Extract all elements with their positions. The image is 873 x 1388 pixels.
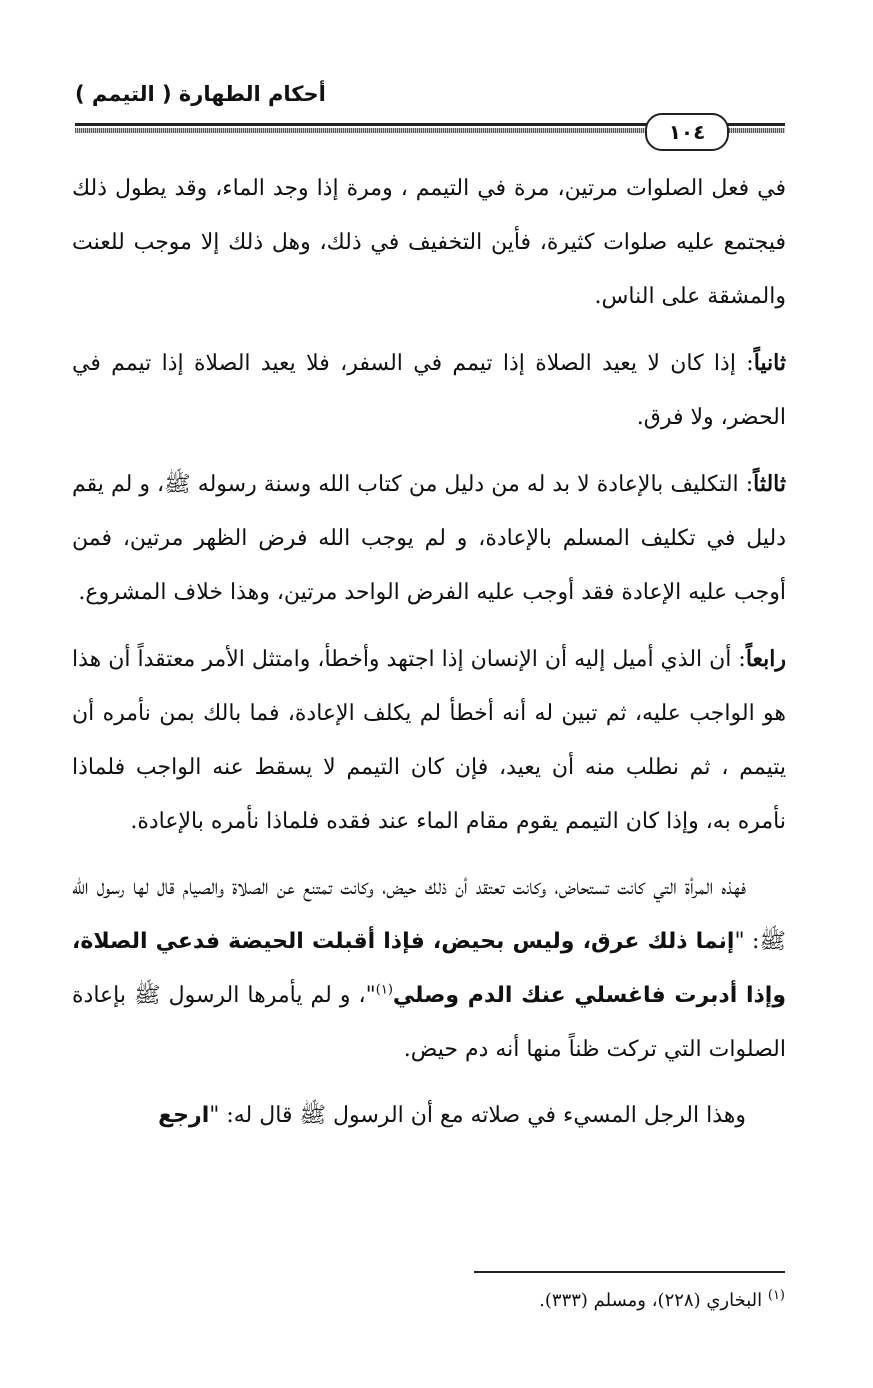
paragraph-4 [72,632,786,849]
main-text [72,162,786,1143]
footnote-1 [539,1290,785,1311]
running-header-title: أحكام الطهارة ( التيمم ) [75,82,326,106]
paragraph-3 [72,457,786,620]
paragraph-6-intro: وهذا الرجل المسيء في صلاته مع أن الرسول ﷺ قال له: " [209,1103,746,1128]
paragraph-2 [72,336,786,445]
paragraph-5-hadith: إنما ذلك عرق، وليس بحيض، فإذا أقبلت الحيضة فدعي الصلاة، وإذا أدبرت فاغسلي عنك الدم وصلي [72,929,786,1008]
paragraph-5-intro: فهذه المرأة التي كانت تستحاض، وكانت تعتقد أن ذلك حيض، وكانت تمتنع عن الصلاة والصيام قال لها رسول الله ﷺ: " [72,875,786,954]
paragraph-6 [72,1089,786,1143]
paragraph-4-lead: رابعاً [745,646,786,672]
paragraph-3-text: : التكليف بالإعادة لا بد له من دليل من كتاب الله وسنة رسوله ﷺ، و لم يقم دليل في تكليف المسلم بالإعادة، و لم يوجب الله فرض الظهر مرتين، فمن أوجب عليه الإعادة فقد أوجب عليه الفرض الواحد مرتين، وهذا خلاف المشروع. [72,472,786,605]
paragraph-5 [72,861,786,1077]
paragraph-3-lead: ثالثاً [753,471,786,497]
paragraph-2-lead: ثانياً [753,350,786,376]
paragraph-4-text: : أن الذي أميل إليه أن الإنسان إذا اجتهد وأخطأ، وامتثل الأمر معتقداً أن هذا هو الواجب عليه، ثم تبين له أنه أخطأ لم يكلف الإعادة، فما بالك بمن نأمره أن يتيمم ، ثم نطلب منه أن يعيد، فإن كان التيمم لا يسقط عنه الواجب فلماذا نأمره به، وإذا كان التيمم يقوم مقام الماء عند فقده فلماذا نأمره بالإعادة. [72,647,786,834]
paragraph-1-text: في فعل الصلوات مرتين، مرة في التيمم ، ومرة إذا وجد الماء، وقد يطول ذلك فيجتمع عليه صلوات كثيرة، فأين التخفيف في ذلك، وهل ذلك إلا موجب للعنت والمشقة على الناس. [72,176,786,309]
paragraph-5-text: "، و لم يأمرها الرسول ﷺ بإعادة الصلوات التي تركت ظناً منها أنه دم حيض. [72,983,786,1062]
footnote-reference-1[interactable]: (١) [375,982,393,998]
paragraph-2-text: : إذا كان لا يعيد الصلاة إذا تيمم في السفر، فلا يعيد الصلاة إذا تيمم في الحضر، ولا فرق. [72,351,786,430]
footnote-1-text: البخاري (٢٢٨)، ومسلم (٣٣٣). [539,1290,763,1311]
page-number-badge: ١٠٤ [645,113,729,151]
footnote-marker-1: (١) [767,1288,785,1303]
paragraph-6-hadith: ارجع [158,1103,210,1128]
paragraph-1 [72,162,786,324]
footnote-separator [474,1271,785,1273]
